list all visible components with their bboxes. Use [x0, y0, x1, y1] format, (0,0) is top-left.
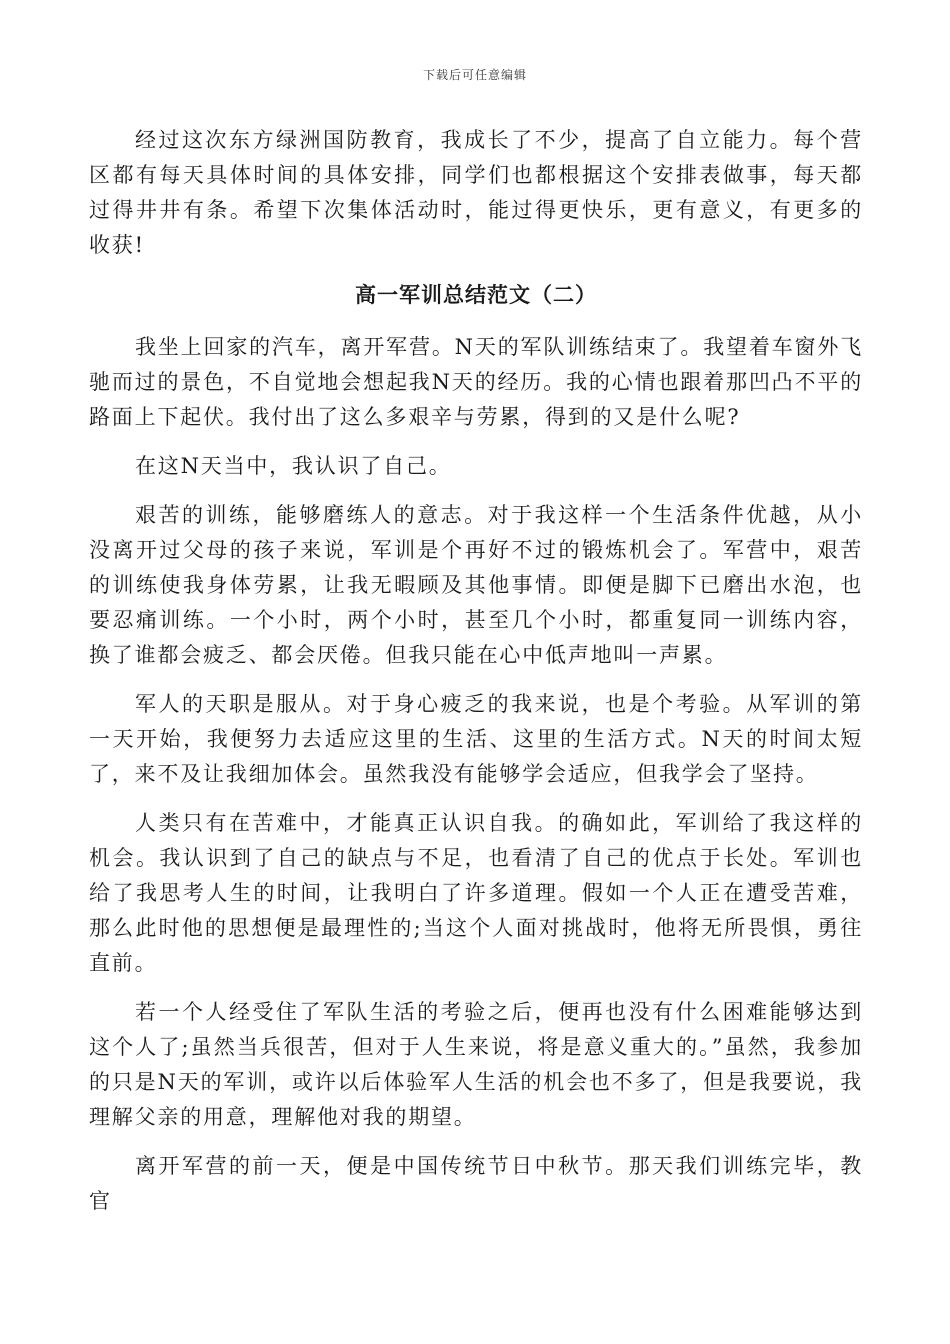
- section-title: 高一军训总结范文（二）: [355, 282, 597, 307]
- paragraph-5: 人类只有在苦难中，才能真正认识自我。的确如此，军训给了我这样的机会。我认识到了自己的缺点与不足，也看清了自己的优点于长处。军训也给了我思考人生的时间，让我明白了许多道理。假如一个人正在遭受苦难，那么此时他的思想便是最理性的;当这个人面对挑战时，他将无所畏惧，勇往直前。: [89, 811, 863, 975]
- paragraph-6: 若一个人经受住了军队生活的考验之后，便再也没有什么困难能够达到这个人了;虽然当兵很苦，但对于人生来说，将是意义重大的。”虽然，我参加的只是N天的军训，或许以后体验军人生活的机会也不多了，但是我要说，我理解父亲的用意，理解他对我的期望。: [89, 1000, 863, 1129]
- paragraph-4: 军人的天职是服从。对于身心疲乏的我来说，也是个考验。从军训的第一天开始，我便努力去适应这里的生活、这里的生活方式。N天的时间太短了，来不及让我细加体会。虽然我没有能够学会适应，但我学会了坚持。: [89, 692, 863, 786]
- document-body: [89, 123, 863, 1233]
- paragraph-3: 艰苦的训练，能够磨练人的意志。对于我这样一个生活条件优越，从小没离开过父母的孩子来说，军训是个再好不过的锻炼机会了。军营中，艰苦的训练使我身体劳累，让我无暇顾及其他事情。即便是脚下已磨出水泡，也要忍痛训练。一个小时，两个小时，甚至几个小时，都重复同一训练内容，换了谁都会疲乏、都会厌倦。但我只能在心中低声地叫一声累。: [89, 503, 863, 667]
- paragraph-7: 离开军营的前一天，便是中国传统节日中秋节。那天我们训练完毕，教官: [89, 1154, 863, 1213]
- paragraph-1: 我坐上回家的汽车，离开军营。N天的军队训练结束了。我望着车窗外飞驰而过的景色，不自觉地会想起我N天的经历。我的心情也跟着那凹凸不平的路面上下起伏。我付出了这么多艰辛与劳累，得到的又是什么呢?: [89, 335, 863, 429]
- header-note: 下载后可任意编辑: [422, 68, 527, 82]
- paragraph-2: 在这N天当中，我认识了自己。: [135, 454, 452, 478]
- intro-paragraph: 经过这次东方绿洲国防教育，我成长了不少，提高了自立能力。每个营区都有每天具体时间的具体安排，同学们也都根据这个安排表做事，每天都过得井井有条。希望下次集体活动时，能过得更快乐，更有意义，有更多的收获!: [89, 128, 863, 257]
